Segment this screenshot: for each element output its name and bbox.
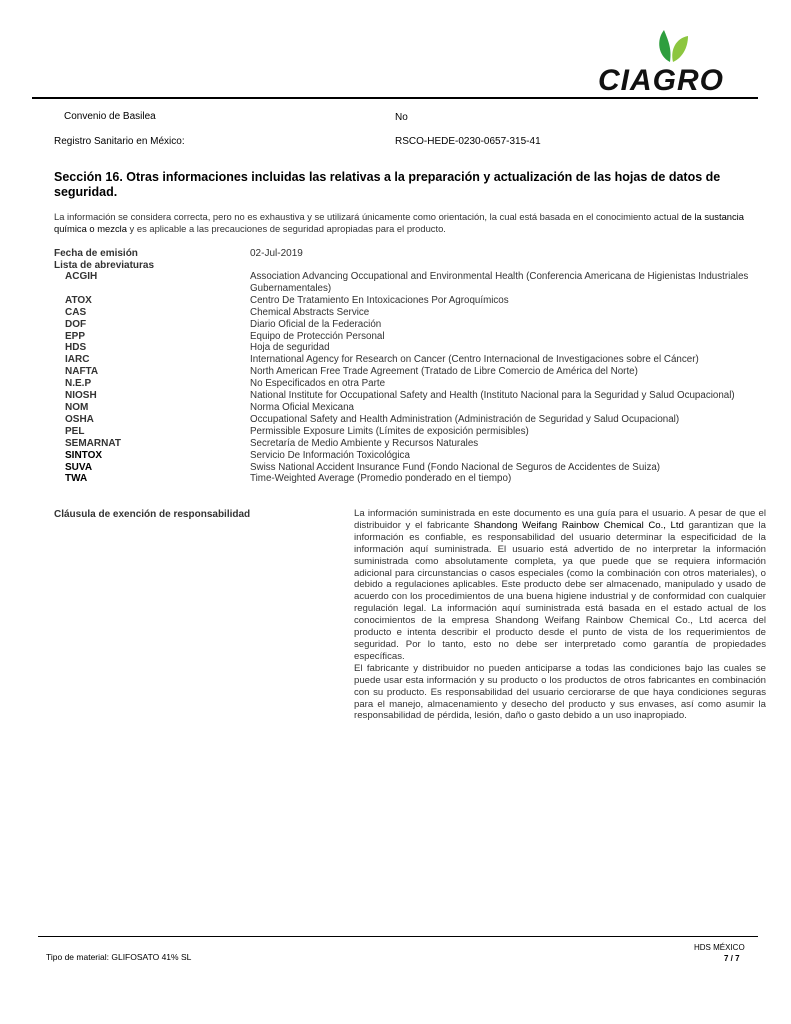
abbreviation-row <box>0 319 791 331</box>
abbreviation-term: SINTOX <box>65 449 103 461</box>
disclaimer-text-1b: garantizan que la información es confiable, es responsabilidad del usuario determinar la especificidad de la información aquí suministrada. El usuario está advertido de no interpretar la información suministrada como absolutamente completa, ya que puede que se requiera información adicional para circunstancias o casos especiales (como la combinación con otros materiales), o debido a regulaciones aplicables. Este producto debe ser almacenado, manipulado y usado de acuerdo con los procedimientos de una buena higiene industrial y de conformidad con cualquier regulación legal. La información aquí suministrada está basada en el estado actual de los conocimientos de la empresa Shandong Weifang Rainbow Chemical Co., Ltd acerca del producto e intenta describir el producto desde el punto de vista de los requerimientos de seguridad. Por lo tanto, esto no debe ser interpretado como garantía de propiedades específicas. <box>354 519 766 662</box>
ciagro-logo <box>598 18 760 92</box>
abbreviation-term: ACGIH <box>65 271 98 282</box>
abbreviation-row <box>0 426 791 438</box>
abbreviation-term: PEL <box>65 425 85 437</box>
abbreviation-row <box>0 414 791 426</box>
abbreviation-row <box>0 331 791 343</box>
abbreviation-row <box>0 378 791 390</box>
abbreviation-row <box>0 438 791 450</box>
abbreviation-row <box>0 402 791 414</box>
abbreviation-term: ATOX <box>65 294 92 306</box>
abbreviations-heading: Lista de abreviaturas <box>54 260 155 271</box>
footer-doc-label: HDS MÉXICO <box>694 943 745 952</box>
abbreviation-definition: Centro De Tratamiento En Intoxicaciones Por Agroquímicos <box>250 294 509 306</box>
abbreviation-row <box>0 390 791 402</box>
disclaimer-label: Cláusula de exención de responsabilidad <box>54 509 251 520</box>
abbreviations-list <box>0 271 791 485</box>
abbreviation-term: N.E.P <box>65 378 92 390</box>
abbreviation-row <box>0 450 791 462</box>
disclaimer-text <box>354 508 766 722</box>
intro-text-1: La información se considera correcta, pero no es exhaustiva y se utilizará únicamente como orientación, la cual está basada en el conocimiento actual <box>54 211 682 222</box>
abbreviation-definition: North American Free Trade Agreement (Tratado de Libre Comercio de América del Norte) <box>250 366 638 378</box>
abbreviation-term: HDS <box>65 342 87 354</box>
abbreviation-term: NOM <box>65 401 89 413</box>
basilea-label: Convenio de Basilea <box>64 111 156 122</box>
abbreviation-definition: Servicio De Información Toxicológica <box>250 449 410 461</box>
intro-text-2: y es aplicable a las precauciones de seguridad apropiadas para el producto. <box>126 223 446 234</box>
abbreviation-definition: Equipo de Protección Personal <box>250 330 385 342</box>
abbreviation-row <box>0 366 791 378</box>
disclaimer-paragraph-1 <box>354 508 766 663</box>
abbreviation-term: IARC <box>65 354 90 366</box>
abbreviation-term: NAFTA <box>65 366 99 378</box>
abbreviation-row <box>0 462 791 474</box>
abbreviation-definition: National Institute for Occupational Safety and Health (Instituto Nacional para la Seguridad y Salud Ocupacional) <box>250 390 735 402</box>
section-16-title: Sección 16. Otras informaciones incluidas las relativas a la preparación y actualización de las hojas de datos de seguridad. <box>54 170 721 199</box>
abbreviation-definition: Association Advancing Occupational and Environmental Health (Conferencia Americana de Higienistas Industriales Gubernamentales) <box>250 271 749 294</box>
logo-wordmark: CIAGRO <box>598 64 724 92</box>
abbreviation-term: SEMARNAT <box>65 437 121 449</box>
abbreviation-row <box>0 342 791 354</box>
abbreviation-definition: Diario Oficial de la Federación <box>250 318 382 330</box>
registro-value: RSCO-HEDE-0230-0657-315-41 <box>395 136 541 147</box>
fecha-emision-value: 02-Jul-2019 <box>250 248 303 259</box>
fecha-emision-label: Fecha de emisión <box>54 248 138 259</box>
abbreviation-row <box>0 473 791 485</box>
abbreviation-definition: Swiss National Accident Insurance Fund (Fondo Nacional de Seguros de Accidentes de Suiza) <box>250 461 661 473</box>
abbreviation-row <box>0 295 791 307</box>
footer-rule <box>38 936 758 937</box>
abbreviation-definition: Norma Oficial Mexicana <box>250 401 354 413</box>
abbreviation-term: TWA <box>65 473 88 485</box>
abbreviation-row <box>0 307 791 319</box>
abbreviation-definition: No Especificados en otra Parte <box>250 378 386 390</box>
abbreviation-term: EPP <box>65 330 86 342</box>
leaf-icon <box>598 18 760 92</box>
abbreviation-definition: Secretaría de Medio Ambiente y Recursos Naturales <box>250 437 479 449</box>
abbreviation-definition: Hoja de seguridad <box>250 342 330 354</box>
abbreviation-row <box>0 271 791 295</box>
intro-text-strong: de la sustancia química o mezcla <box>54 211 744 234</box>
abbreviation-term: NIOSH <box>65 390 97 402</box>
abbreviation-definition: Occupational Safety and Health Administration (Administración de Seguridad y Salud Ocupacional) <box>250 413 680 425</box>
abbreviation-term: OSHA <box>65 413 94 425</box>
abbreviation-definition: Permissible Exposure Limits (Límites de exposición permisibles) <box>250 425 529 437</box>
abbreviation-term: SUVA <box>65 461 93 473</box>
abbreviation-definition: International Agency for Research on Cancer (Centro Internacional de Investigaciones sobre el Cáncer) <box>250 354 699 366</box>
company-name: Shandong Weifang Rainbow Chemical Co., Ltd <box>473 519 684 531</box>
footer-material: Tipo de material: GLIFOSATO 41% SL <box>46 952 192 962</box>
disclaimer-text-1a: La información suministrada en este documento es una guía para el usuario. A pesar de que el distribuidor y el fabricante <box>354 508 766 531</box>
abbreviation-definition: Chemical Abstracts Service <box>250 306 370 318</box>
abbreviation-term: DOF <box>65 318 87 330</box>
abbreviation-term: CAS <box>65 306 87 318</box>
footer-page-number: 7 / 7 <box>724 954 740 963</box>
abbreviation-row <box>0 354 791 366</box>
abbreviation-definition: Time-Weighted Average (Promedio ponderado en el tiempo) <box>250 473 512 485</box>
registro-label: Registro Sanitario en México: <box>54 136 185 147</box>
header-rule <box>32 97 758 99</box>
section-16-intro <box>54 211 766 235</box>
disclaimer-paragraph-2: El fabricante y distribuidor no pueden anticiparse a todas las condiciones bajo las cuales se puede usar esta información y su producto o los productos de otros fabricantes en combinación con su producto. Es responsabilidad del usuario cerciorarse de que haya condiciones seguras para el manejo, almacenamiento y desecho del producto y sus envases, así como asumir la responsabilidad de pérdida, lesión, daño o gasto debido a un uso inapropiado. <box>354 662 766 722</box>
basilea-value: No <box>395 112 408 123</box>
